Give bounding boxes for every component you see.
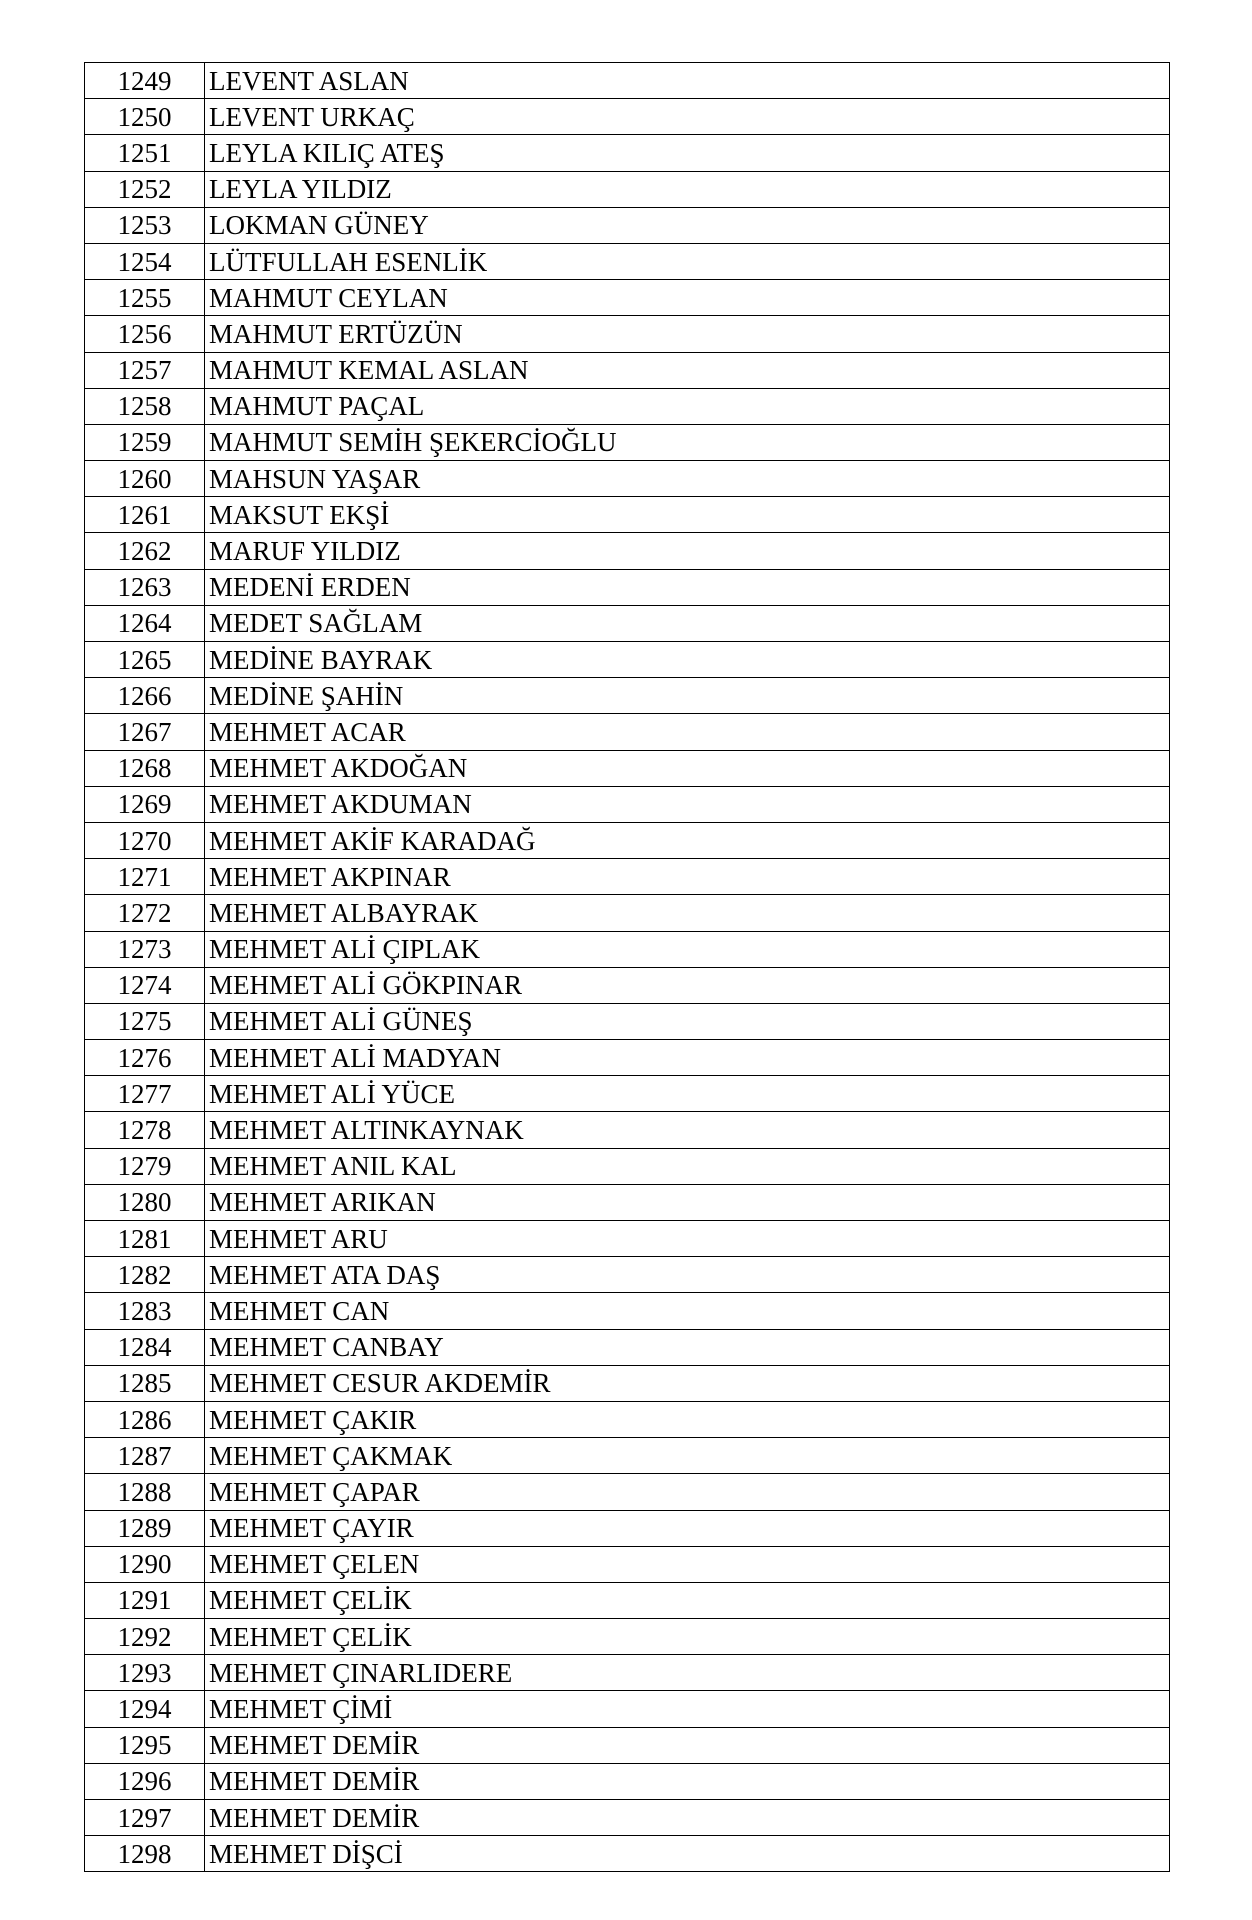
table-row <box>85 1293 1170 1329</box>
row-name: LÜTFULLAH ESENLİK <box>205 243 1170 279</box>
row-name: MEHMET AKDUMAN <box>205 786 1170 822</box>
table-row <box>85 1329 1170 1365</box>
row-number: 1290 <box>85 1546 205 1582</box>
table-row <box>85 1221 1170 1257</box>
table-row <box>85 171 1170 207</box>
row-number: 1294 <box>85 1691 205 1727</box>
row-number: 1255 <box>85 280 205 316</box>
row-number: 1279 <box>85 1148 205 1184</box>
row-number: 1276 <box>85 1040 205 1076</box>
row-number: 1250 <box>85 99 205 135</box>
row-number: 1289 <box>85 1510 205 1546</box>
row-name: MEHMET ÇELİK <box>205 1582 1170 1618</box>
row-number: 1270 <box>85 822 205 858</box>
table-row <box>85 605 1170 641</box>
row-name: MEHMET DEMİR <box>205 1763 1170 1799</box>
row-name: LOKMAN GÜNEY <box>205 207 1170 243</box>
row-number: 1293 <box>85 1655 205 1691</box>
row-name: MAHMUT SEMİH ŞEKERCİOĞLU <box>205 424 1170 460</box>
table-row <box>85 99 1170 135</box>
row-name: LEYLA KILIÇ ATEŞ <box>205 135 1170 171</box>
row-number: 1260 <box>85 461 205 497</box>
row-number: 1298 <box>85 1836 205 1872</box>
table-row <box>85 1546 1170 1582</box>
row-name: MAHSUN YAŞAR <box>205 461 1170 497</box>
row-name: MEHMET ÇAKMAK <box>205 1438 1170 1474</box>
row-number: 1265 <box>85 642 205 678</box>
row-name: MEHMET ÇAPAR <box>205 1474 1170 1510</box>
row-name: MEHMET ÇAKIR <box>205 1401 1170 1437</box>
table-row <box>85 1763 1170 1799</box>
table-row <box>85 931 1170 967</box>
row-name: MEHMET ALBAYRAK <box>205 895 1170 931</box>
table-row <box>85 1112 1170 1148</box>
row-number: 1283 <box>85 1293 205 1329</box>
row-number: 1288 <box>85 1474 205 1510</box>
table-row <box>85 714 1170 750</box>
row-number: 1287 <box>85 1438 205 1474</box>
row-number: 1253 <box>85 207 205 243</box>
table-row <box>85 352 1170 388</box>
row-number: 1280 <box>85 1184 205 1220</box>
table-row <box>85 316 1170 352</box>
row-name: MEHMET ALTINKAYNAK <box>205 1112 1170 1148</box>
row-number: 1296 <box>85 1763 205 1799</box>
row-name: MEHMET DEMİR <box>205 1727 1170 1763</box>
row-name: MEHMET ALİ ÇIPLAK <box>205 931 1170 967</box>
table-row <box>85 569 1170 605</box>
row-number: 1273 <box>85 931 205 967</box>
table-row <box>85 243 1170 279</box>
table-row <box>85 207 1170 243</box>
row-name: MEDİNE BAYRAK <box>205 642 1170 678</box>
table-row <box>85 280 1170 316</box>
row-name: MEHMET ATA DAŞ <box>205 1257 1170 1293</box>
row-name: MEHMET DEMİR <box>205 1800 1170 1836</box>
row-number: 1257 <box>85 352 205 388</box>
row-name: MEHMET ARIKAN <box>205 1184 1170 1220</box>
row-number: 1259 <box>85 424 205 460</box>
row-number: 1281 <box>85 1221 205 1257</box>
row-number: 1263 <box>85 569 205 605</box>
table-row <box>85 461 1170 497</box>
row-name: MEHMET CAN <box>205 1293 1170 1329</box>
table-row <box>85 533 1170 569</box>
row-name: MEHMET ÇİMİ <box>205 1691 1170 1727</box>
row-number: 1285 <box>85 1365 205 1401</box>
table-row <box>85 859 1170 895</box>
row-name: MEHMET ALİ MADYAN <box>205 1040 1170 1076</box>
row-number: 1284 <box>85 1329 205 1365</box>
row-name: MAHMUT PAÇAL <box>205 388 1170 424</box>
row-name: MAHMUT KEMAL ASLAN <box>205 352 1170 388</box>
row-number: 1271 <box>85 859 205 895</box>
row-name: LEYLA YILDIZ <box>205 171 1170 207</box>
row-number: 1254 <box>85 243 205 279</box>
name-list-table <box>84 62 1170 1872</box>
table-row <box>85 63 1170 99</box>
row-name: MEHMET ALİ GÖKPINAR <box>205 967 1170 1003</box>
row-number: 1262 <box>85 533 205 569</box>
row-name: MAKSUT EKŞİ <box>205 497 1170 533</box>
row-number: 1272 <box>85 895 205 931</box>
table-row <box>85 497 1170 533</box>
table-row <box>85 1401 1170 1437</box>
table-row <box>85 1003 1170 1039</box>
row-name: LEVENT ASLAN <box>205 63 1170 99</box>
row-name: MEHMET ALİ GÜNEŞ <box>205 1003 1170 1039</box>
table-row <box>85 895 1170 931</box>
row-number: 1267 <box>85 714 205 750</box>
table-row <box>85 642 1170 678</box>
row-number: 1258 <box>85 388 205 424</box>
table-row <box>85 1184 1170 1220</box>
table-row <box>85 1040 1170 1076</box>
table-row <box>85 1655 1170 1691</box>
table-row <box>85 1257 1170 1293</box>
table-row <box>85 1800 1170 1836</box>
table-row <box>85 1691 1170 1727</box>
table-body <box>85 63 1170 1872</box>
row-name: MEHMET ÇINARLIDERE <box>205 1655 1170 1691</box>
table-row <box>85 135 1170 171</box>
table-row <box>85 1510 1170 1546</box>
row-name: MARUF YILDIZ <box>205 533 1170 569</box>
row-number: 1252 <box>85 171 205 207</box>
row-name: MEDET SAĞLAM <box>205 605 1170 641</box>
table-row <box>85 388 1170 424</box>
table-row <box>85 424 1170 460</box>
row-name: MEHMET CESUR AKDEMİR <box>205 1365 1170 1401</box>
row-name: MEHMET ÇELİK <box>205 1619 1170 1655</box>
row-number: 1249 <box>85 63 205 99</box>
table-row <box>85 750 1170 786</box>
row-number: 1251 <box>85 135 205 171</box>
row-number: 1277 <box>85 1076 205 1112</box>
row-number: 1268 <box>85 750 205 786</box>
table-row <box>85 786 1170 822</box>
row-name: MEHMET ALİ YÜCE <box>205 1076 1170 1112</box>
row-name: MEHMET AKDOĞAN <box>205 750 1170 786</box>
table-row <box>85 1836 1170 1872</box>
table-row <box>85 1365 1170 1401</box>
table-row <box>85 1619 1170 1655</box>
table-row <box>85 967 1170 1003</box>
row-name: MEDİNE ŞAHİN <box>205 678 1170 714</box>
row-name: MEHMET AKPINAR <box>205 859 1170 895</box>
row-name: MEHMET ACAR <box>205 714 1170 750</box>
row-number: 1264 <box>85 605 205 641</box>
row-number: 1269 <box>85 786 205 822</box>
row-name: MAHMUT CEYLAN <box>205 280 1170 316</box>
table-row <box>85 1474 1170 1510</box>
row-number: 1278 <box>85 1112 205 1148</box>
row-number: 1291 <box>85 1582 205 1618</box>
table-row <box>85 1148 1170 1184</box>
row-number: 1261 <box>85 497 205 533</box>
row-name: LEVENT URKAÇ <box>205 99 1170 135</box>
table-row <box>85 1438 1170 1474</box>
row-number: 1282 <box>85 1257 205 1293</box>
table-row <box>85 1582 1170 1618</box>
table-row <box>85 822 1170 858</box>
row-number: 1275 <box>85 1003 205 1039</box>
row-name: MAHMUT ERTÜZÜN <box>205 316 1170 352</box>
row-name: MEHMET ANIL KAL <box>205 1148 1170 1184</box>
table-row <box>85 1076 1170 1112</box>
row-number: 1297 <box>85 1800 205 1836</box>
row-name: MEHMET AKİF KARADAĞ <box>205 822 1170 858</box>
row-number: 1266 <box>85 678 205 714</box>
table-row <box>85 678 1170 714</box>
row-number: 1292 <box>85 1619 205 1655</box>
row-name: MEHMET DİŞCİ <box>205 1836 1170 1872</box>
row-number: 1295 <box>85 1727 205 1763</box>
row-number: 1274 <box>85 967 205 1003</box>
table-row <box>85 1727 1170 1763</box>
row-name: MEHMET CANBAY <box>205 1329 1170 1365</box>
row-name: MEDENİ ERDEN <box>205 569 1170 605</box>
row-number: 1286 <box>85 1401 205 1437</box>
row-name: MEHMET ARU <box>205 1221 1170 1257</box>
row-name: MEHMET ÇAYIR <box>205 1510 1170 1546</box>
row-name: MEHMET ÇELEN <box>205 1546 1170 1582</box>
row-number: 1256 <box>85 316 205 352</box>
